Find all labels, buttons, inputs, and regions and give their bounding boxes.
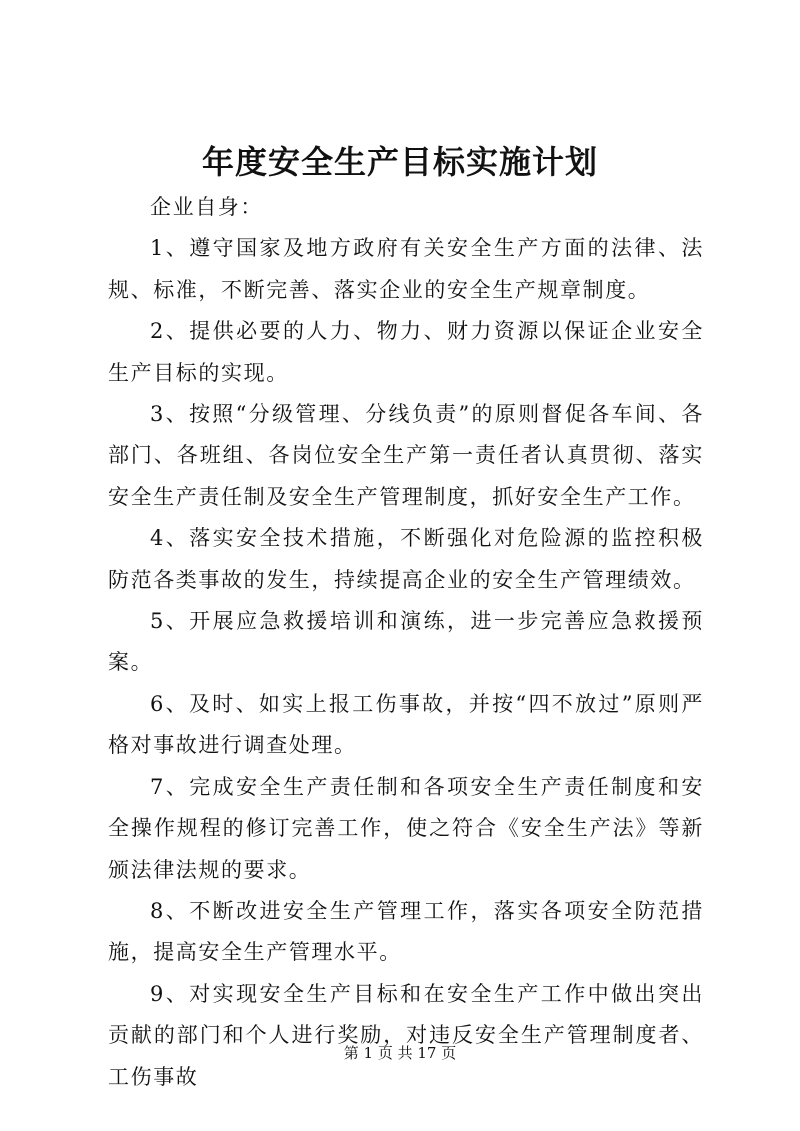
paragraph-item-9: 9、对实现安全生产目标和在安全生产工作中做出突出贡献的部门和个人进行奖励，对违反安全生产管理制度者、工伤事故 bbox=[108, 981, 704, 1089]
paragraph-item-2: 2、提供必要的人力、物力、财力资源以保证企业安全生产目标的实现。 bbox=[108, 319, 704, 385]
paragraph-intro: 企业自身： bbox=[150, 195, 263, 219]
paragraph-item-3: 3、按照“分级管理、分线负责”的原则督促各车间、各部门、各班组、各岗位安全生产第一责任者认真贯彻、落实安全生产责任制及安全生产管理制度，抓好安全生产工作。 bbox=[108, 402, 704, 509]
paragraph-item-1: 1、遵守国家及地方政府有关安全生产方面的法律、法规、标准，不断完善、落实企业的安全生产规章制度。 bbox=[108, 236, 704, 302]
page-footer: 第 1 页 共 17 页 bbox=[343, 1044, 457, 1062]
paragraph-item-6: 6、及时、如实上报工伤事故，并按“四不放过”原则严格对事故进行调查处理。 bbox=[108, 691, 704, 758]
paragraph-item-8: 8、不断改进安全生产管理工作，落实各项安全防范措施，提高安全生产管理水平。 bbox=[108, 898, 704, 965]
paragraph-item-4: 4、落实安全技术措施，不断强化对危险源的监控积极防范各类事故的发生，持续提高企业的安全生产管理绩效。 bbox=[108, 526, 704, 592]
document-title: 年度安全生产目标实施计划 bbox=[201, 143, 598, 181]
paragraph-item-7: 7、完成安全生产责任制和各项安全生产责任制度和安全操作规程的修订完善工作，使之符合《安全生产法》等新颁法律法规的要求。 bbox=[108, 774, 704, 882]
paragraph-item-5: 5、开展应急救援培训和演练，进一步完善应急救援预案。 bbox=[108, 609, 704, 675]
document-body bbox=[108, 187, 704, 1098]
